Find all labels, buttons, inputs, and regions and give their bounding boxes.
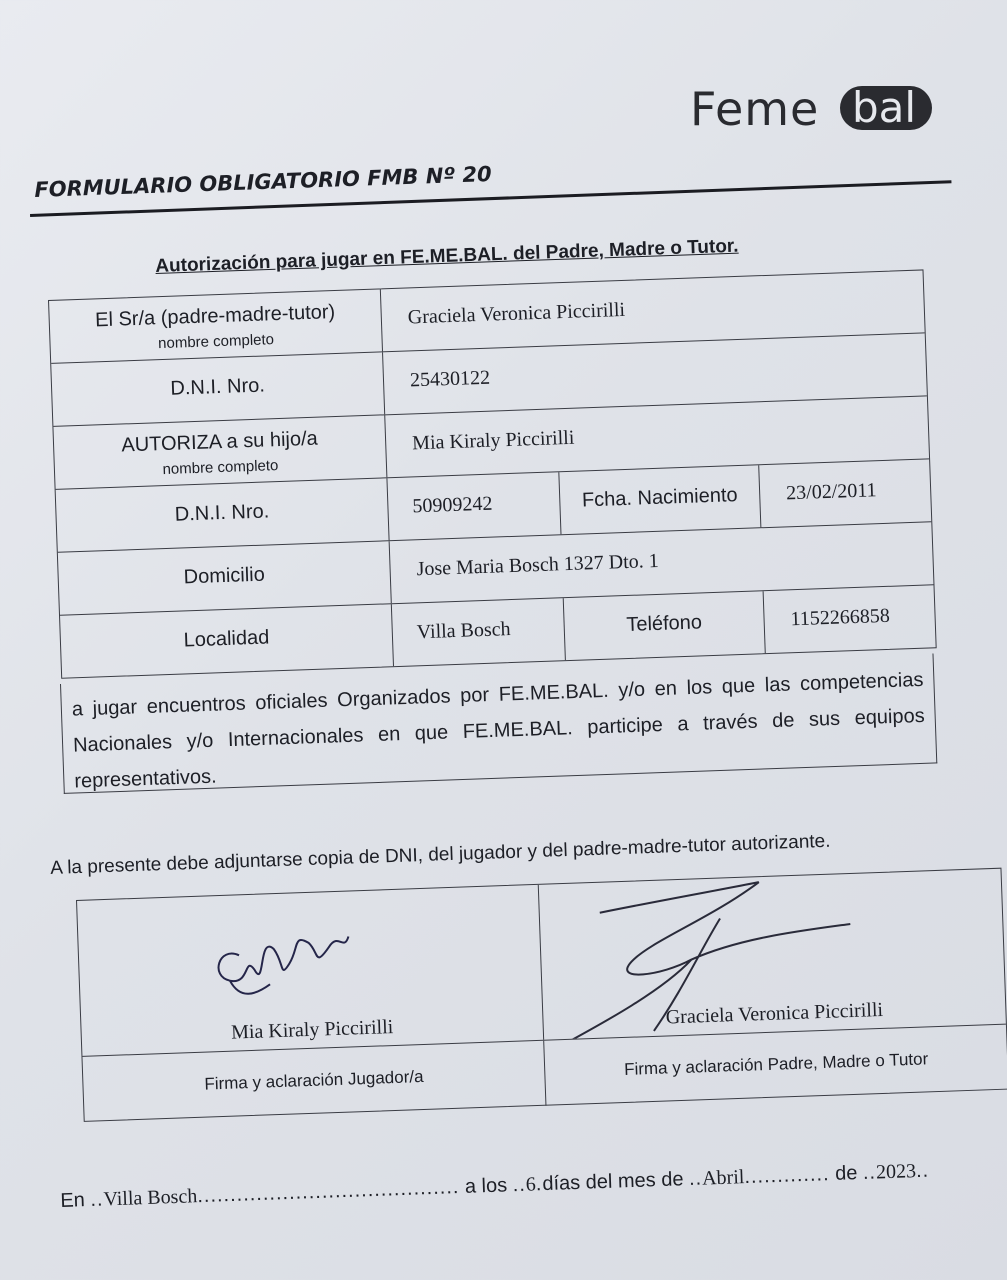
birth-date-value: 23/02/2011 (785, 479, 877, 505)
date-place-line: En ..Villa Bosch........................................ a los ..6.días del mes de ..Abril............. de ..2023.. (60, 1159, 930, 1212)
logo-text: Feme (690, 82, 820, 136)
child-sublabel: nombre completo (162, 457, 279, 479)
signature-box (76, 868, 1007, 1122)
parent-sublabel: nombre completo (157, 331, 275, 353)
player-caption: Firma y aclaración Jugador/a (204, 1066, 424, 1094)
parent-dni-label: D.N.I. Nro. (170, 374, 266, 400)
birth-date-field[interactable] (759, 459, 931, 527)
footer-month-field[interactable]: Abril (701, 1166, 745, 1190)
logo-pill-text: bal (852, 83, 917, 132)
phone-value: 1152266858 (790, 604, 891, 631)
attachment-notice: A la presente debe adjuntarse copia de DNI, del jugador y del padre-madre-tutor autorizante. (50, 830, 831, 879)
form-subtitle: Autorización para jugar en FE.ME.BAL. del Padre, Madre o Tutor. (155, 235, 739, 277)
femebal-logo (690, 80, 940, 140)
authorization-table (48, 269, 937, 678)
city-label-cell (60, 604, 394, 678)
parent-name-value: Graciela Veronica Piccirilli (407, 298, 626, 329)
address-label: Domicilio (183, 563, 266, 589)
child-dni-label-cell (56, 478, 390, 552)
footer-day-field[interactable]: 6 (525, 1173, 537, 1196)
footer-en-label: En (60, 1189, 86, 1212)
phone-label-cell (564, 591, 766, 660)
footer-place-field[interactable]: Villa Bosch (103, 1185, 198, 1211)
phone-label: Teléfono (625, 611, 703, 637)
footer-a-los-label: a los (464, 1174, 508, 1198)
city-label: Localidad (183, 626, 270, 652)
footer-year-field[interactable]: 2023 (875, 1160, 917, 1184)
phone-field[interactable] (764, 585, 936, 653)
footer-month-label: días del mes de (541, 1168, 684, 1196)
birth-label: Fcha. Nacimiento (581, 484, 738, 512)
address-value: Jose Maria Bosch 1327 Dto. 1 (416, 549, 660, 581)
player-signature-field[interactable] (77, 885, 544, 1056)
player-printed-name: Mia Kiraly Piccirilli (230, 1016, 394, 1044)
birth-label-cell (559, 465, 761, 534)
form-title: FORMULARIO OBLIGATORIO FMB Nº 20 (34, 162, 493, 202)
child-label-cell (53, 415, 387, 489)
child-dni-field[interactable] (387, 472, 561, 540)
parent-printed-name: Graciela Veronica Piccirilli (665, 998, 884, 1029)
authorization-paragraph: a jugar encuentros oficiales Organizados por FE.ME.BAL. y/o en los que las competencias Nacionales y/o Internacionales en que FE.ME.BAL. participe a través de sus equipos representativos. (60, 653, 937, 793)
child-dni-label: D.N.I. Nro. (174, 500, 270, 526)
parent-signature-field[interactable] (539, 869, 1006, 1040)
child-name-value: Mia Kiraly Piccirilli (411, 426, 575, 455)
child-label: AUTORIZA a su hijo/a (121, 427, 319, 457)
parent-label-cell (49, 289, 383, 363)
city-field[interactable] (392, 598, 566, 666)
parent-dni-value: 25430122 (409, 366, 491, 392)
parent-label: El Sr/a (padre-madre-tutor) (94, 300, 336, 332)
footer-de-label: de (834, 1162, 858, 1185)
city-value: Villa Bosch (416, 618, 511, 644)
parent-dni-label-cell (51, 352, 385, 426)
address-label-cell (58, 541, 392, 615)
parent-caption: Firma y aclaración Padre, Madre o Tutor (623, 1049, 929, 1079)
logo-pill (840, 83, 932, 132)
child-dni-value: 50909242 (412, 492, 493, 518)
